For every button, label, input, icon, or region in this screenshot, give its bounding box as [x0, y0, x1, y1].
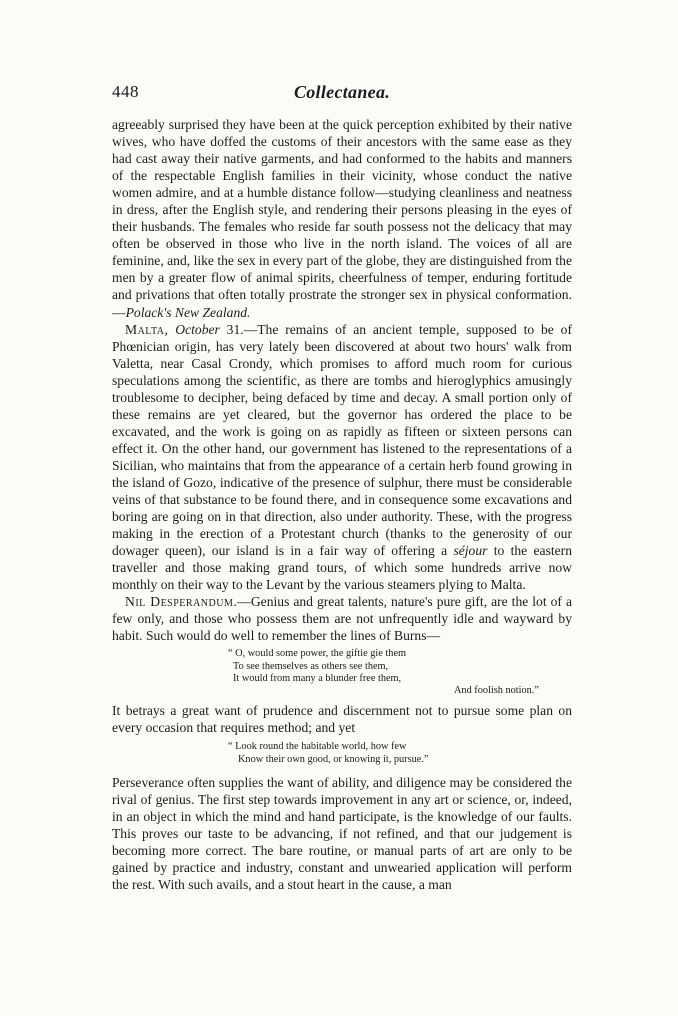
verse-quote-habitable-world: [112, 741, 572, 765]
paragraph-text: It betrays a great want of prudence and discernment not to pursue some plan on every occasion that requires method: [112, 703, 572, 736]
verse-line: And foolish notion.”: [454, 685, 539, 697]
page-number: 448: [112, 82, 139, 101]
body-text: [112, 116, 572, 893]
verse-line: It would from many a blunder free them,: [233, 672, 402, 684]
paragraph-perseverance: [112, 774, 572, 893]
verse-line: “ O, would some power, the giftie gie them: [228, 648, 407, 660]
running-title: Collectanea.: [293, 82, 391, 102]
paragraph-prudence: [112, 702, 572, 736]
paragraph-text: Perseverance often supplies the want of ability, and diligence may be considered the rival of genius. The first step towards improvement in any art or science, or, indeed, in an object in which the mind and hand participate, is the knowledge of our faults. This proves our taste to be advancing, if not refined, and that our judgement is becoming more correct. The bare routine, or manual parts of art are only to be gained by practice and industry, constant and unwearied application will perform the rest. With such avails, and a stout heart in the cause, a man: [112, 774, 572, 893]
paragraph-text-continued: to the eastern traveller and those making grand tours, of which some hundreds arrive now monthly on their way to the Levant by the various steamers plying to Malta.: [112, 543, 572, 593]
verse-line: To see themselves as others see them,: [233, 660, 389, 672]
foreign-word: séjour: [453, 543, 488, 559]
paragraph-heading: Nil Desperandum.: [125, 594, 238, 610]
paragraph-nil-desperandum: [112, 593, 572, 644]
paragraph-malta: [112, 321, 572, 594]
paragraph-text: agreeably surprised they have been at the quick perception exhibited by their native wives, who have doffed the customs of their ancestors with the same ease as they had cast away their native garments, and had conformed to the habits and manners of the respectable English families in their vicinity, whose conduct the native women admire, and at a humble distance follow—studying cleanliness and neatness in dress, after the English style, and rendering their persons pleasing in the eyes of their husbands. The females who reside far south possess not the delicacy that may often be observed in those who live in the north island. The voices of all are feminine, and, like the sex in every part of the globe, they are distinguished from the men by a greater flow of animal spirits, cheerfulness of temper, enduring fortitude and privations that often totally prostrate the stronger sex in physical conformation.—: [112, 117, 572, 320]
paragraph-text: —Genius and great talents, nature's pure gift, are the lot of a few only, and those who possess them are not unfrequently idle and wayward by habit. Such would do well to remember the lines of Burns—: [112, 594, 572, 644]
paragraph-text-continued: ; and yet: [308, 720, 356, 736]
verse-quote-burns: [112, 648, 572, 697]
page-header: [112, 82, 572, 108]
source-citation: Polack's New Zealand.: [125, 304, 251, 320]
paragraph-new-zealand: [112, 116, 572, 321]
paragraph-place: Malta,: [125, 321, 169, 337]
verse-line: Know their own good, or knowing it, pursue.”: [238, 753, 429, 765]
paragraph-text: 31.—The remains of an ancient temple, supposed to be of Phœnician origin, has very lately been discovered at about two hours' walk from Valetta, near Casal Crondy, which promises to afford much room for curious speculations among the scientific, as there are tombs and hieroglyphics amusingly troublesome to decipher, being defaced by time and decay. A small portion only of these remains are yet cleared, but the governor has ordered the place to be excavated, and the work is going on as rapidly as fifteen or sixteen persons can effect it. On the other hand, our government has listened to the representations of a Sicilian, who maintains that from the appearance of a certain herb found growing in the island of Gozo, indicative of the presence of sulphur, there must be considerable veins of that substance to be found there, and in consequence some excavations and boring are going on in that direction, also under authority. These, with the progress making in the erection of a Protestant church (thanks to the generosity of our dowager queen), our island is in a fair way of offering a: [112, 321, 572, 559]
paragraph-date: October: [175, 321, 220, 337]
verse-line: “ Look round the habitable world, how few: [228, 741, 407, 753]
